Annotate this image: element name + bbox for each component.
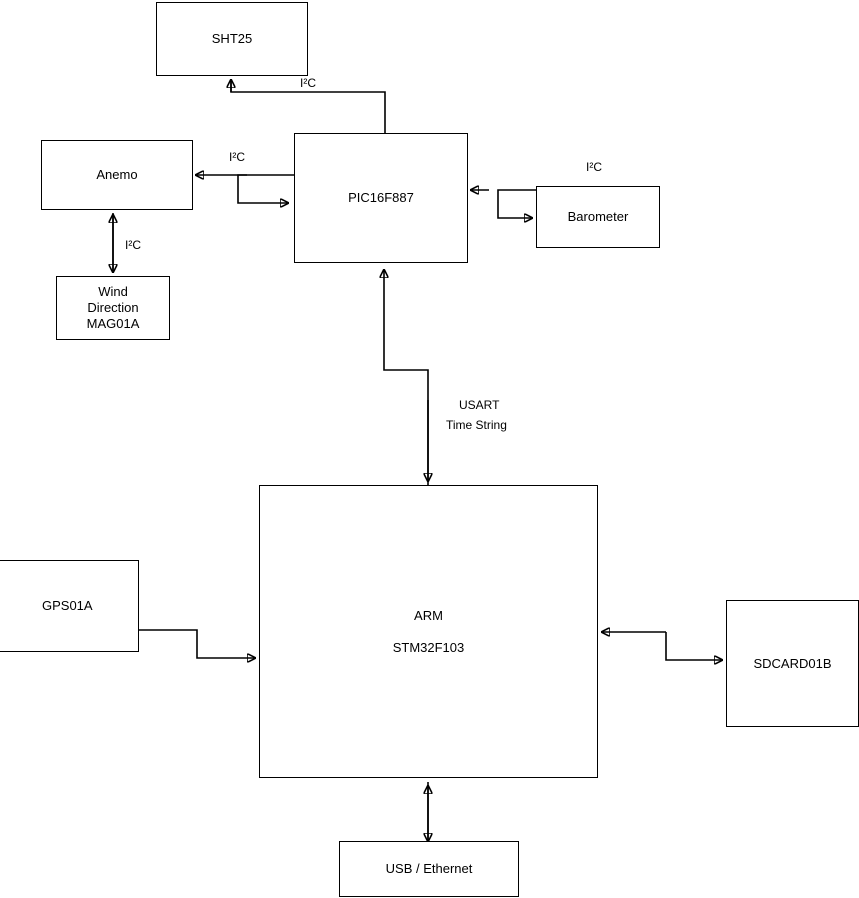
node-pic16f887[interactable] [294, 133, 468, 263]
node-wind-direction[interactable] [56, 276, 170, 340]
node-arm-stm32f103[interactable] [259, 485, 598, 778]
node-stm32f103-label: STM32F103 [392, 639, 465, 655]
connector-arm-to-sdcard [602, 632, 722, 660]
node-wind-direction-label-line3: MAG01A [86, 316, 140, 331]
connector-gps-to-arm [139, 630, 255, 658]
node-arm-label: ARM [414, 607, 443, 623]
edge-label-barometer-i2c: I²C [586, 160, 602, 174]
node-sht25[interactable] [156, 2, 308, 76]
node-anemo[interactable] [41, 140, 193, 210]
edge-label-usart-line1: USART [459, 398, 500, 412]
node-gps01a[interactable] [0, 560, 139, 652]
node-gps01a-label: GPS01A [42, 598, 93, 613]
edge-label-usart-line2: Time String [446, 418, 507, 432]
edge-label-winddirection-i2c: I²C [125, 238, 141, 252]
node-sdcard01b-label: SDCARD01B [753, 655, 832, 671]
node-pic16f887-label: PIC16F887 [348, 190, 414, 205]
node-barometer[interactable] [536, 186, 660, 248]
node-usb-ethernet[interactable] [339, 841, 519, 897]
node-sdcard01b[interactable] [726, 600, 859, 727]
node-wind-direction-label-line1: Wind [98, 284, 128, 299]
node-usb-ethernet-label: USB / Ethernet [385, 861, 473, 876]
node-sht25-label: SHT25 [211, 31, 253, 46]
node-wind-direction-label-line2: Direction [87, 300, 139, 315]
node-barometer-label: Barometer [567, 209, 629, 224]
node-anemo-label: Anemo [96, 167, 138, 182]
edge-label-sht25-i2c: I²C [300, 76, 316, 90]
edge-label-anemo-i2c: I²C [229, 150, 245, 164]
connector-pic-to-barometer [471, 190, 537, 218]
connector-anemo-to-pic [196, 175, 294, 203]
connector-arm-to-pic-usart [384, 270, 428, 485]
